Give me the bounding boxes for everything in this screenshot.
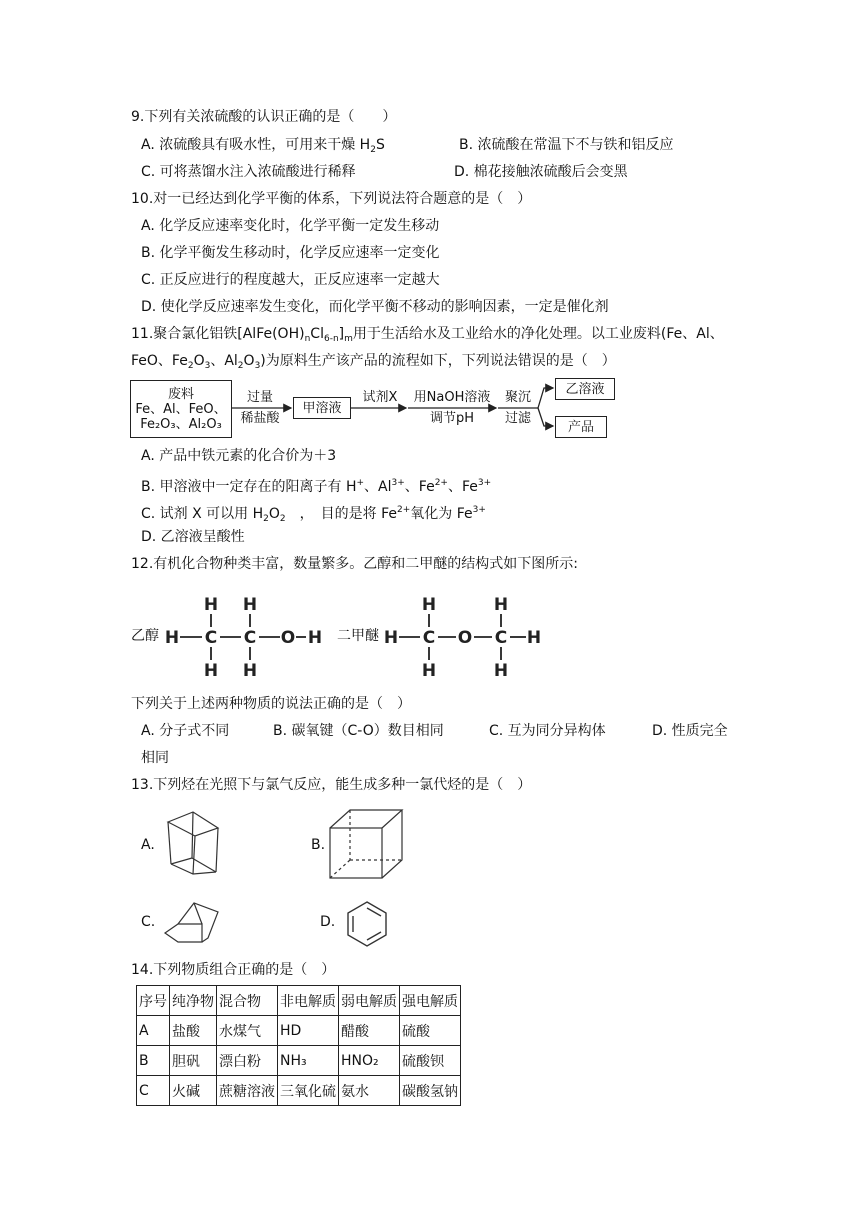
q13-option-d: D. [320,914,336,930]
q13-option-c: C. [141,914,156,930]
table-cell: A [137,1016,170,1046]
q10-option-b: B. 化学平衡发生移动时，化学反应速率一定变化 [141,245,440,261]
flow-arrow3-bottom: 调节pH [429,411,475,426]
q11-stem-line2: FeO、$Fe_2O_3$、$Al_2O_3$)为原料生产该产品的流程如下，下列说法错误的是（ ） [131,353,616,371]
flow-waste-title: 废料 [167,386,194,402]
q9-option-c: C. 可将蒸馏水注入浓硫酸进行稀释 [141,164,356,180]
q14-table [136,985,461,1106]
q13-option-b: B. [311,837,326,853]
table-cell: HNO₂ [339,1046,400,1076]
table-cell: 三氧化硫 [278,1076,339,1106]
q13-stem: 13.下列烃在光照下与氯气反应，能生成多种一氯代烃的是（ ） [131,777,532,793]
cube-icon [326,806,406,881]
dimethyl-ether-structure [384,592,544,682]
table-header-cell: 非电解质 [278,986,339,1016]
triangular-prism-icon [163,808,223,878]
q12-option-d: D. 性质完全 [652,723,728,739]
table-header-cell: 弱电解质 [339,986,400,1016]
table-cell: NH₃ [278,1046,339,1076]
flow-waste-line1: Fe、Al、FeO、 [135,401,227,417]
flow-arrow1-top: 过量 [246,390,273,405]
table-header-cell: 混合物 [217,986,278,1016]
atom-h: H [384,628,399,648]
q10-option-c: C. 正反应进行的程度越大，正反应速率一定越大 [141,272,440,288]
atom-h: H [421,661,437,681]
q12-option-b: B. 碳氧键（C-O）数目相同 [273,723,444,739]
flow-waste-line2: Fe₂O₃、Al₂O₃ [140,416,222,432]
flow-arrow1-bottom: 稀盐酸 [240,411,280,426]
atom-c: C [422,628,436,648]
q11-option-c: C. 试剂 X 可以用 $H_2O_2$ ， 目的是将 $Fe^{2+}$氧化为 $Fe^{3+}$ [141,505,486,524]
table-header-cell: 序号 [137,986,170,1016]
atom-h: H [203,595,219,615]
benzene-ring-icon [342,899,392,949]
atom-h: H [203,661,219,681]
q11-option-b: B. 甲溶液中一定存在的阳离子有 H+、$Al^{3+}$、$Fe^{2+}$、$Fe^{3+}$ [141,478,492,495]
q13-option-a: A. [141,837,155,853]
q12-sub-stem: 下列关于上述两种物质的说法正确的是（ ） [131,696,411,712]
table-row [137,1076,461,1106]
table-cell: 胆矾 [170,1046,217,1076]
atom-c: C [204,628,218,648]
table-cell: 蔗糖溶液 [217,1076,278,1106]
atom-h: H [242,595,258,615]
atom-o: O [280,628,296,648]
q9-option-a: A. 浓硫酸具有吸水性，可用来干燥 $H_2S$ [141,137,385,155]
q11-stem-line1: 11.聚合氯化铝铁$[AlFe(OH)_nCl_{6-n}]_m$用于生活给水及工业给水的净化处理。以工业废料(Fe、Al、 [131,326,724,344]
atom-h: H [493,661,509,681]
flow-arrow4-top: 聚沉 [504,390,531,405]
q10-stem: 10.对一已经达到化学平衡的体系，下列说法符合题意的是（ ） [131,191,532,207]
table-row [137,1016,461,1046]
table-header-cell: 强电解质 [400,986,461,1016]
q10-option-a: A. 化学反应速率变化时，化学平衡一定发生移动 [141,218,440,234]
q11-flowchart [130,378,620,442]
table-cell: 火碱 [170,1076,217,1106]
flow-arrow4-bottom: 过滤 [504,411,531,426]
atom-h: H [421,595,437,615]
q12-option-d-continued: 相同 [141,750,169,766]
flow-arrow3-top: 用NaOH溶液 [413,390,491,405]
q12-option-a: A. 分子式不同 [141,723,230,739]
atom-h: H [307,628,323,648]
bicyclic-alkane-icon [160,898,230,948]
atom-o: O [457,628,473,648]
table-cell: HD [278,1016,339,1046]
table-cell: B [137,1046,170,1076]
table-row [137,1046,461,1076]
table-cell: C [137,1076,170,1106]
table-cell: 碳酸氢钠 [400,1076,461,1106]
ethanol-structure [165,592,335,682]
atom-h: H [242,661,258,681]
ether-label: 二甲醚 [337,628,379,644]
table-cell: 水煤气 [217,1016,278,1046]
atom-h: H [493,595,509,615]
q14-stem: 14.下列物质组合正确的是（ ） [131,962,336,978]
q12-option-c: C. 互为同分异构体 [489,723,606,739]
table-cell: 盐酸 [170,1016,217,1046]
table-cell: 硫酸钡 [400,1046,461,1076]
q9-option-b: B. 浓硫酸在常温下不与铁和铝反应 [459,137,674,153]
table-cell: 漂白粉 [217,1046,278,1076]
table-cell: 氨水 [339,1076,400,1106]
flow-arrow2-top: 试剂X [362,390,398,405]
q11-option-d: D. 乙溶液呈酸性 [141,529,245,545]
table-cell: 硫酸 [400,1016,461,1046]
ethanol-label: 乙醇 [131,628,159,644]
atom-c: C [494,628,508,648]
atom-c: C [243,628,257,648]
q11-option-a: A. 产品中铁元素的化合价为＋3 [141,448,337,464]
flow-box-yi: 乙溶液 [555,378,615,400]
flow-arrows [130,378,620,442]
table-header-cell: 纯净物 [170,986,217,1016]
q9-stem: 9.下列有关浓硫酸的认识正确的是（ ） [131,109,397,125]
flow-box-product: 产品 [555,416,607,438]
atom-h: H [526,628,542,648]
table-cell: 醋酸 [339,1016,400,1046]
q10-option-d: D. 使化学反应速率发生变化，而化学平衡不移动的影响因素，一定是催化剂 [141,299,609,315]
table-header-row [137,986,461,1016]
flow-box-jia: 甲溶液 [293,397,351,419]
atom-h: H [165,628,180,648]
q12-stem: 12.有机化合物种类丰富，数量繁多。乙醇和二甲醚的结构式如下图所示: [131,556,578,572]
q9-option-d: D. 棉花接触浓硫酸后会变黑 [454,164,628,180]
